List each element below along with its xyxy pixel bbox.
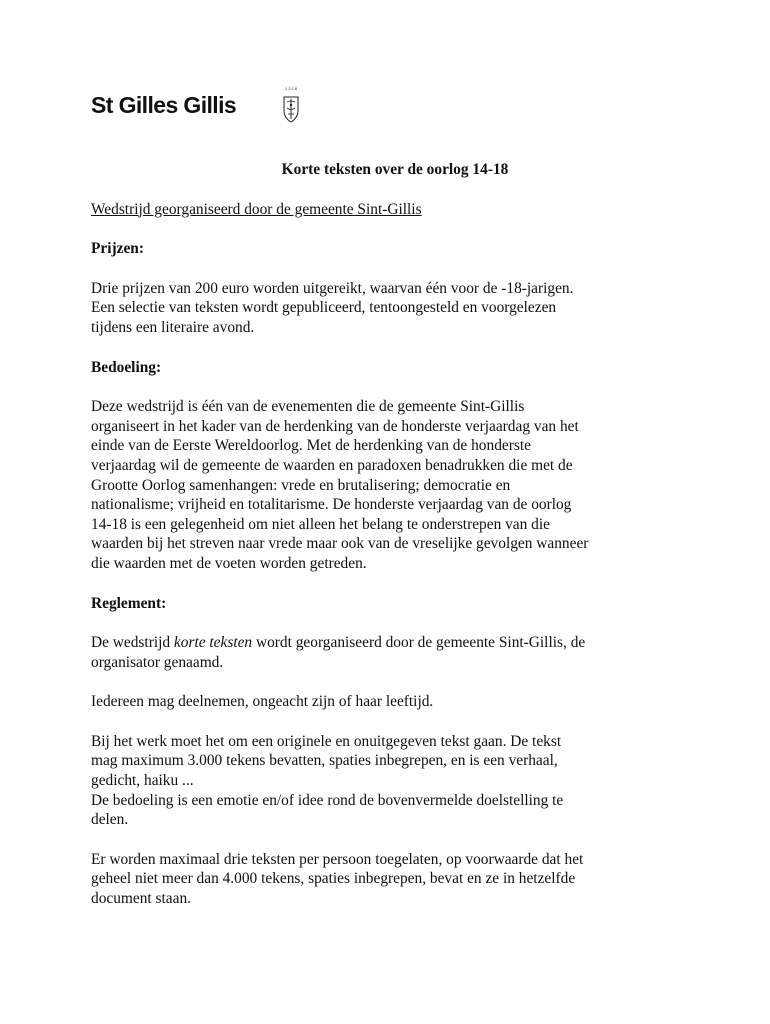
document-body bbox=[91, 160, 691, 929]
rules-paragraph-1 bbox=[91, 633, 691, 672]
purpose-line: Deze wedstrijd is één van de evenementen die de gemeente Sint-Gillis bbox=[91, 398, 525, 416]
purpose-line: 14-18 is een gelegenheid om niet alleen het belang te onderstrepen van die bbox=[91, 515, 550, 533]
purpose-line: organiseert in het kader van de herdenking van de honderste verjaardag van het bbox=[91, 417, 579, 435]
purpose-line: nationalisme; vrijheid en totalitarisme. De honderste verjaardag van de oorlog bbox=[91, 496, 572, 514]
rules-line: gedicht, haiku ... bbox=[91, 772, 194, 790]
rules-line: organisator genaamd. bbox=[91, 653, 224, 671]
logo-year: 1 2 1 6 bbox=[284, 86, 298, 91]
purpose-heading: Bedoeling: bbox=[91, 358, 162, 376]
coat-of-arms-icon bbox=[281, 86, 301, 126]
rules-line: geheel niet meer dan 4.000 tekens, spaties inbegrepen, bevat en ze in hetzelfde bbox=[91, 870, 576, 888]
rules-paragraph-3 bbox=[91, 732, 691, 830]
logo-wordmark: St Gilles Gillis bbox=[91, 92, 237, 118]
rules-paragraph-2: Iedereen mag deelnemen, ongeacht zijn of haar leeftijd. bbox=[91, 693, 434, 711]
document-title: Korte teksten over de oorlog 14-18 bbox=[281, 161, 509, 178]
prizes-line: Drie prijzen van 200 euro worden uitgereikt, waarvan één voor de -18-jarigen. bbox=[91, 279, 574, 297]
rules-line: mag maximum 3.000 tekens bevatten, spaties inbegrepen, en is een verhaal, bbox=[91, 752, 558, 770]
purpose-line: die waarden met de voeten worden getreden. bbox=[91, 554, 367, 572]
rules-text: wordt georganiseerd door de gemeente Sint-Gillis, de bbox=[252, 634, 586, 652]
prizes-paragraph bbox=[91, 279, 691, 338]
prizes-line: Een selectie van teksten wordt gepubliceerd, tentoongesteld en voorgelezen bbox=[91, 299, 557, 317]
rules-italic-text: korte teksten bbox=[173, 634, 253, 652]
rules-line: De bedoeling is een emotie en/of idee rond de bovenvermelde doelstelling te bbox=[91, 791, 564, 809]
rules-line: delen. bbox=[91, 811, 129, 829]
rules-paragraph-4 bbox=[91, 850, 691, 909]
rules-line: Er worden maximaal drie teksten per persoon toegelaten, op voorwaarde dat het bbox=[91, 850, 584, 868]
purpose-line: verjaardag wil de gemeente de waarden en paradoxen benadrukken die met de bbox=[91, 456, 573, 474]
rules-heading: Reglement: bbox=[91, 594, 167, 612]
purpose-line: einde van de Eerste Wereldoorlog. Met de herdenking van de honderste bbox=[91, 437, 531, 455]
purpose-line: waarden bij het streven naar vrede maar ook van de vreselijke gevolgen wanneer bbox=[91, 535, 589, 553]
prizes-heading: Prijzen: bbox=[91, 240, 144, 258]
prizes-line: tijdens een literaire avond. bbox=[91, 318, 255, 336]
rules-line: document staan. bbox=[91, 890, 192, 908]
rules-line: Bij het werk moet het om een originele en onuitgegeven tekst gaan. De tekst bbox=[91, 732, 562, 750]
document-subtitle: Wedstrijd georganiseerd door de gemeente Sint-Gillis bbox=[91, 200, 422, 218]
purpose-line: Grootte Oorlog samenhangen: vrede en brutalisering; democratie en bbox=[91, 476, 511, 494]
purpose-paragraph bbox=[91, 397, 691, 573]
rules-text: De wedstrijd bbox=[91, 634, 174, 652]
rules-line bbox=[91, 633, 691, 653]
